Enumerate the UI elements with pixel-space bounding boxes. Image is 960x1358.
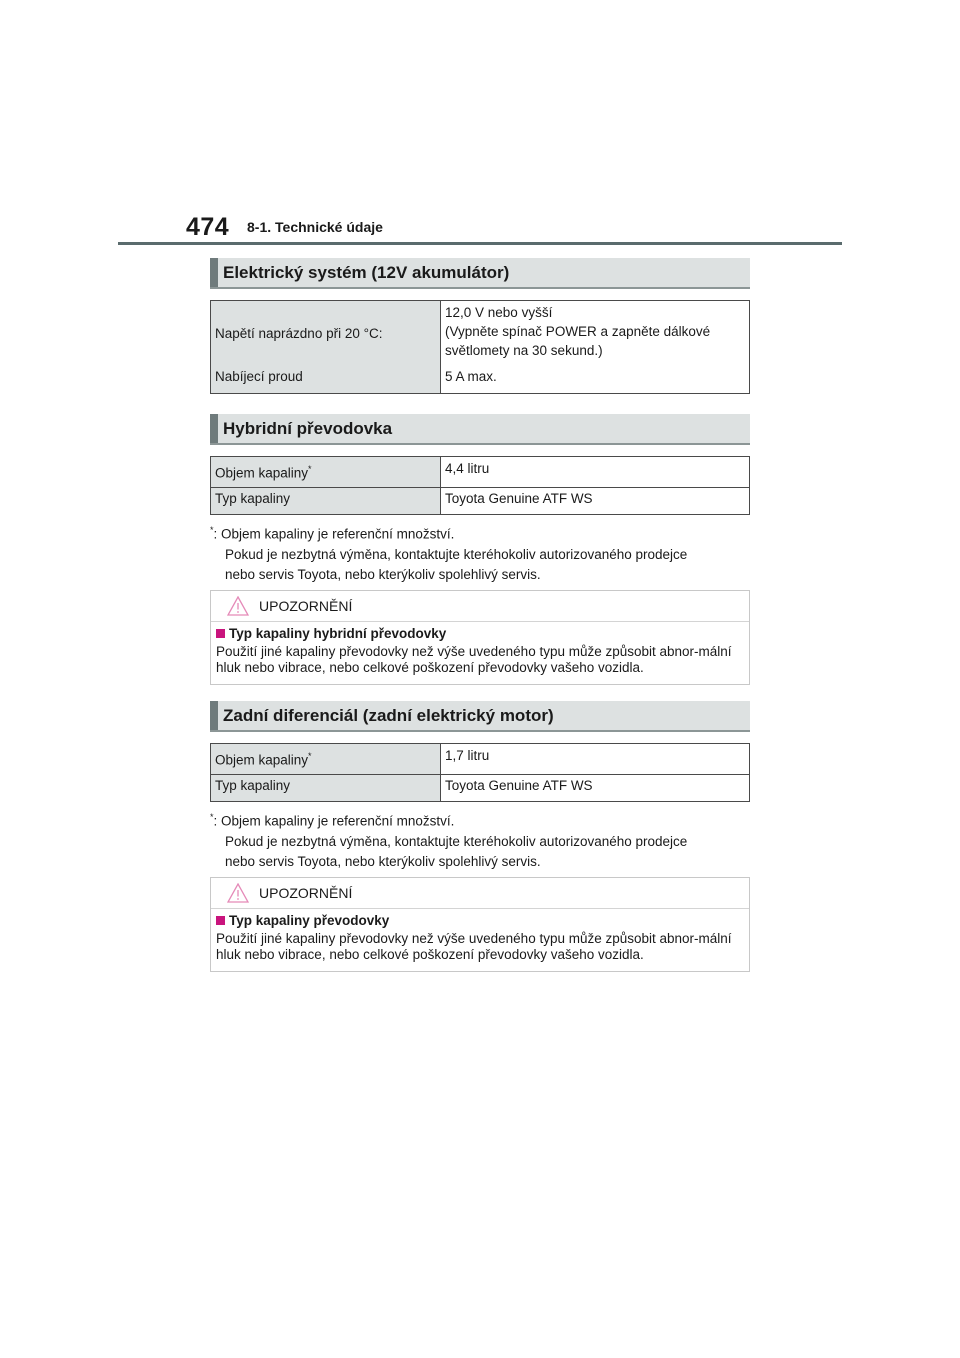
- table-row: [211, 367, 750, 394]
- table-row: [211, 488, 750, 515]
- footnote-line: [210, 807, 750, 832]
- footnote-line: nebo servis Toyota, nebo kterýkoliv spolehlivý servis.: [225, 853, 541, 869]
- footnote-line: nebo servis Toyota, nebo kterýkoliv spolehlivý servis.: [225, 566, 541, 582]
- warning-body: Použití jiné kapaliny převodovky než výše uvedeného typu může způsobit abnor-mální hluk nebo vibrace, nebo celkové poškození převodovky vašeho vozidla.: [216, 931, 732, 962]
- warning-label: UPOZORNĚNÍ: [259, 885, 353, 901]
- warning-triangle-icon: [227, 596, 249, 616]
- spec-value: 1,7 litru: [441, 744, 750, 775]
- spec-value: 5 A max.: [441, 367, 750, 394]
- warning-box: [210, 590, 750, 685]
- warning-header: [211, 878, 749, 909]
- footnote: [210, 520, 750, 585]
- electrical-spec-table: [210, 300, 750, 394]
- spec-value: Toyota Genuine ATF WS: [441, 775, 750, 802]
- warning-body: Použití jiné kapaliny převodovky než výše uvedeného typu může způsobit abnor-mální hluk nebo vibrace, nebo celkové poškození převodovky vašeho vozidla.: [216, 644, 732, 675]
- section-title: Hybridní převodovka: [223, 419, 393, 438]
- spec-key: Nabíjecí proud: [211, 367, 441, 394]
- table-row: [211, 301, 750, 367]
- hybrid-transmission-spec-table: [210, 456, 750, 515]
- spec-key-text: Objem kapaliny: [215, 752, 309, 768]
- table-row: [211, 775, 750, 802]
- chapter-title: 8-1. Technické údaje: [247, 219, 383, 235]
- warning-triangle-icon: [227, 883, 249, 903]
- spec-key: [211, 457, 441, 488]
- square-bullet-icon: [216, 916, 225, 925]
- table-row: [211, 744, 750, 775]
- spec-key-text: Objem kapaliny: [215, 465, 309, 481]
- footnote-mark: *: [210, 525, 214, 535]
- warning-heading: [211, 909, 749, 928]
- rear-differential-spec-table: [210, 743, 750, 802]
- section-bar: [210, 701, 218, 730]
- section-title: Elektrický systém (12V akumulátor): [223, 263, 510, 282]
- spec-key: Typ kapaliny: [211, 775, 441, 802]
- warning-header: [211, 591, 749, 622]
- section-heading-hybrid-transmission: [210, 414, 750, 445]
- section-heading-electrical: [210, 258, 750, 289]
- footnote-text: : Objem kapaliny je referenční množství.: [213, 813, 455, 829]
- spec-value-line: 12,0 V nebo vyšší: [445, 305, 553, 320]
- warning-heading-text: Typ kapaliny převodovky: [229, 913, 390, 928]
- footnote-text: : Objem kapaliny je referenční množství.: [213, 526, 455, 542]
- footnote-line: Pokud je nezbytná výměna, kontaktujte kteréhokoliv autorizovaného prodejce: [225, 546, 688, 562]
- spec-value: 4,4 litru: [441, 457, 750, 488]
- footnote-mark: *: [210, 812, 214, 822]
- section-bar: [210, 258, 218, 287]
- spec-key: [211, 744, 441, 775]
- spec-value: Toyota Genuine ATF WS: [441, 488, 750, 515]
- section-bar: [210, 414, 218, 443]
- footnote-mark: *: [308, 463, 312, 474]
- spec-value-line: světlomety na 30 sekund.): [445, 343, 603, 358]
- section-heading-rear-differential: [210, 701, 750, 732]
- footnote-line: [210, 520, 750, 545]
- section-title: Zadní diferenciál (zadní elektrický motor): [223, 706, 554, 725]
- footnote-mark: *: [308, 750, 312, 761]
- page-number: 474: [186, 213, 230, 241]
- warning-label: UPOZORNĚNÍ: [259, 598, 353, 614]
- warning-heading-text: Typ kapaliny hybridní převodovky: [229, 626, 447, 641]
- spec-value-line: (Vypněte spínač POWER a zapněte dálkové: [445, 324, 711, 339]
- footnote-line: Pokud je nezbytná výměna, kontaktujte kteréhokoliv autorizovaného prodejce: [225, 833, 688, 849]
- warning-box: [210, 877, 750, 972]
- header-rule: [118, 242, 842, 245]
- table-row: [211, 457, 750, 488]
- square-bullet-icon: [216, 629, 225, 638]
- footnote: [210, 807, 750, 872]
- spec-value: [441, 301, 750, 367]
- spec-key: Napětí naprázdno při 20 °C:: [211, 301, 441, 367]
- spec-key: Typ kapaliny: [211, 488, 441, 515]
- warning-heading: [211, 622, 749, 641]
